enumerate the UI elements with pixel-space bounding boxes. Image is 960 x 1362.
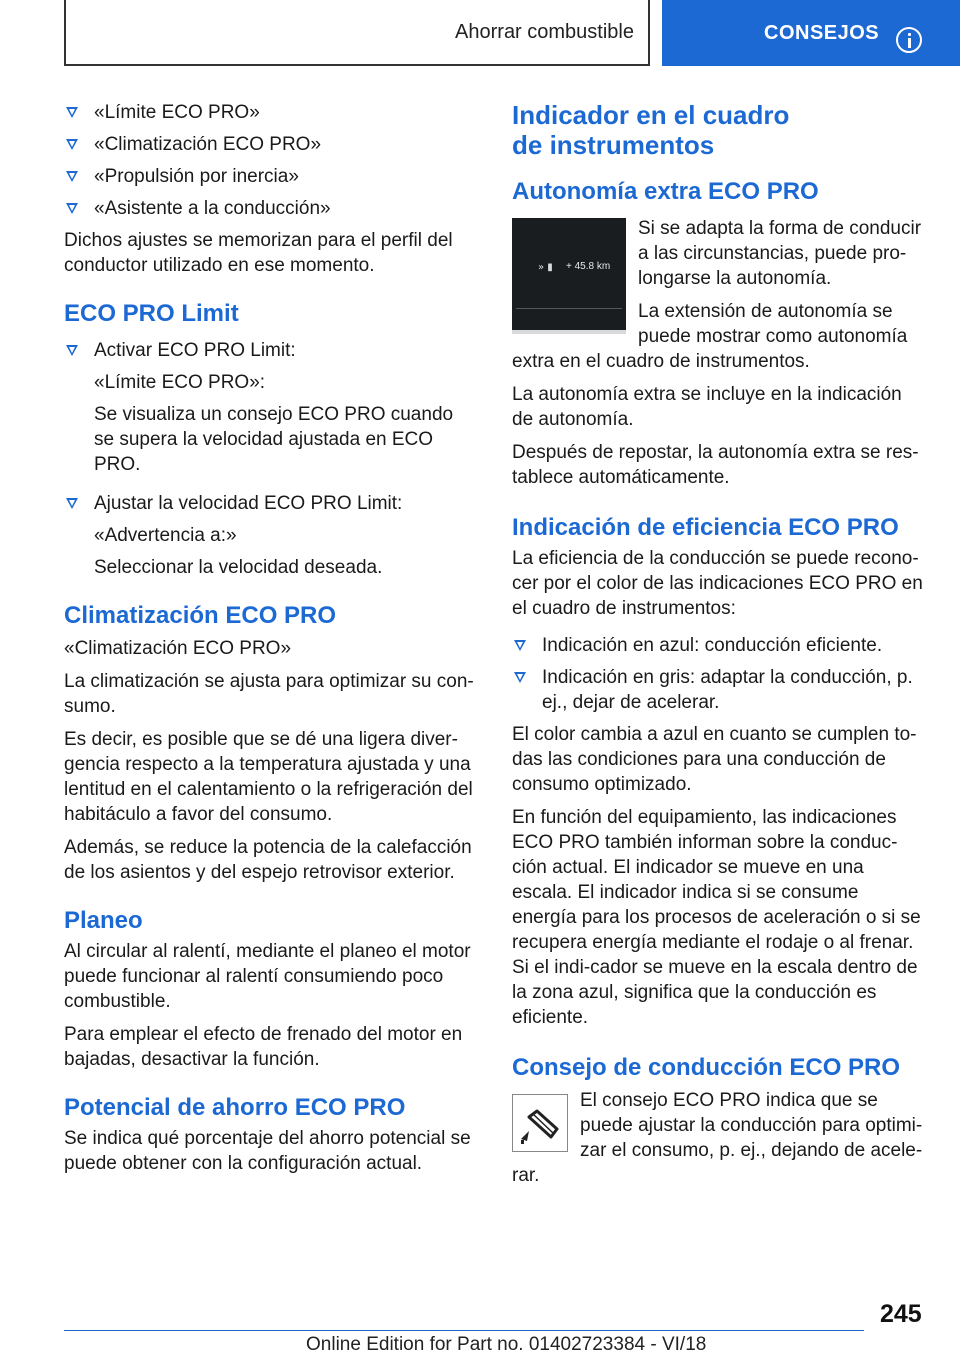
eco-limit-list-2 [64, 491, 478, 516]
triangle-bullet-icon [66, 107, 78, 118]
paragraph: La climatización se ajusta para optimizar su con-sumo. [64, 671, 474, 717]
list-item: «Climatización ECO PRO» [64, 132, 478, 157]
info-icon[interactable] [896, 27, 922, 53]
paragraph: Después de repostar, la autonomía extra se res-tablece automáticamente. [512, 442, 919, 488]
efficiency-list [512, 633, 926, 715]
triangle-bullet-icon [66, 203, 78, 214]
triangle-bullet-icon [514, 640, 526, 651]
triangle-bullet-icon [66, 498, 78, 509]
list-subtext: Seleccionar la velocidad deseada. [94, 557, 383, 578]
right-column [512, 100, 926, 1196]
potencial-heading: Potencial de ahorro ECO PRO [64, 1094, 406, 1121]
paragraph: La autonomía extra se incluye en la indicación de autonomía. [512, 384, 902, 430]
climate-heading: Climatización ECO PRO [64, 602, 337, 629]
list-subtext: «Límite ECO PRO»: [94, 372, 266, 393]
tip-heading: Consejo de conducción ECO PRO [512, 1054, 901, 1081]
list-item: «Límite ECO PRO» [64, 100, 478, 125]
paragraph: El color cambia a azul en cuanto se cumplen to-das las condiciones para una conducción de consumo optimizado. [512, 724, 917, 795]
paragraph: Es decir, es posible que se dé una ligera diver-gencia respecto a la temperatura ajustada y una lentitud en el calentamiento o la refrigeración del habitáculo a favor del consumo. [64, 729, 473, 825]
triangle-bullet-icon [66, 345, 78, 356]
footer-edition: Online Edition for Part no. 01402723384 - VI/18 [306, 1334, 707, 1355]
list-item: «Propulsión por inercia» [64, 164, 478, 189]
list-item: Indicación en azul: conducción eficiente. [512, 633, 926, 658]
extra-range-value: + 45.8 km [566, 261, 611, 272]
paragraph: La eficiencia de la conducción se puede recono-cer por el color de las indicaciones ECO PRO en el cuadro de instrumentos: [512, 548, 923, 619]
eco-limit-heading: ECO PRO Limit [64, 300, 239, 327]
paragraph: Se indica qué porcentaje del ahorro potencial se puede obtener con la configuración actual. [64, 1128, 471, 1174]
memorize-paragraph: Dichos ajustes se memorizan para el perfil del conductor utilizado en ese momento. [64, 230, 453, 276]
foot-pedal-icon [513, 1095, 569, 1153]
eco-tip-image [512, 1094, 568, 1152]
paragraph: El consejo ECO PRO indica que se puede ajustar la conducción para optimi-zar el consumo, p. ej., dejando de acele-rar. [512, 1090, 923, 1186]
paragraph: «Climatización ECO PRO» [64, 638, 292, 659]
section-title: Ahorrar combustible [455, 20, 634, 43]
paragraph: La extensión de autonomía se puede mostrar como autonomía extra en el cuadro de instrumentos. [512, 301, 908, 372]
paragraph: Al circular al ralentí, mediante el planeo el motor puede funcionar al ralentí consumiendo poco combustible. [64, 941, 471, 1012]
list-item: Indicación en gris: adaptar la conducción, p. ej., dejar de acelerar. [512, 665, 926, 715]
paragraph: Además, se reduce la potencia de la calefacción de los asientos y del espejo retrovisor exterior. [64, 837, 472, 883]
paragraph: Si se adapta la forma de conducir a las circunstancias, puede pro-longarse la autonomía. [638, 218, 922, 289]
paragraph: En función del equipamiento, las indicaciones ECO PRO también informan sobre la conduc-ción actual. El indicador se mueve en una escala. El indicador indica si se consume energía para los procesos de aceleración o si se recupera energía mediante el rodaje o al frenar. Si el indi-cador se mueve en la escala dentro de la zona azul, significa que la conducción es eficiente. [512, 807, 921, 1028]
list-item: Ajustar la velocidad ECO PRO Limit: [64, 491, 478, 516]
list-subtext: «Advertencia a:» [94, 525, 237, 546]
fuel-pump-icon: » ▮ [538, 262, 553, 273]
main-heading: Indicador en el cuadro de instrumentos [512, 100, 790, 160]
list-item: Activar ECO PRO Limit: [64, 338, 478, 363]
paragraph: Para emplear el efecto de frenado del motor en bajadas, desactivar la función. [64, 1024, 463, 1070]
header-section-tab [64, 0, 650, 66]
list-item: «Asistente a la conducción» [64, 196, 478, 221]
triangle-bullet-icon [66, 171, 78, 182]
eco-limit-list [64, 338, 478, 363]
left-column [64, 100, 478, 1184]
autonomy-display-image [512, 218, 626, 334]
footer-divider [64, 1330, 864, 1331]
planeo-heading: Planeo [64, 907, 143, 934]
chapter-title: CONSEJOS [764, 21, 880, 44]
autonomy-heading: Autonomía extra ECO PRO [512, 178, 819, 205]
efficiency-heading: Indicación de eficiencia ECO PRO [512, 514, 899, 541]
settings-list [64, 100, 478, 221]
triangle-bullet-icon [514, 672, 526, 683]
list-subtext: Se visualiza un consejo ECO PRO cuando se supera la velocidad ajustada en ECO PRO. [94, 404, 454, 475]
triangle-bullet-icon [66, 139, 78, 150]
page-number: 245 [880, 1300, 922, 1328]
